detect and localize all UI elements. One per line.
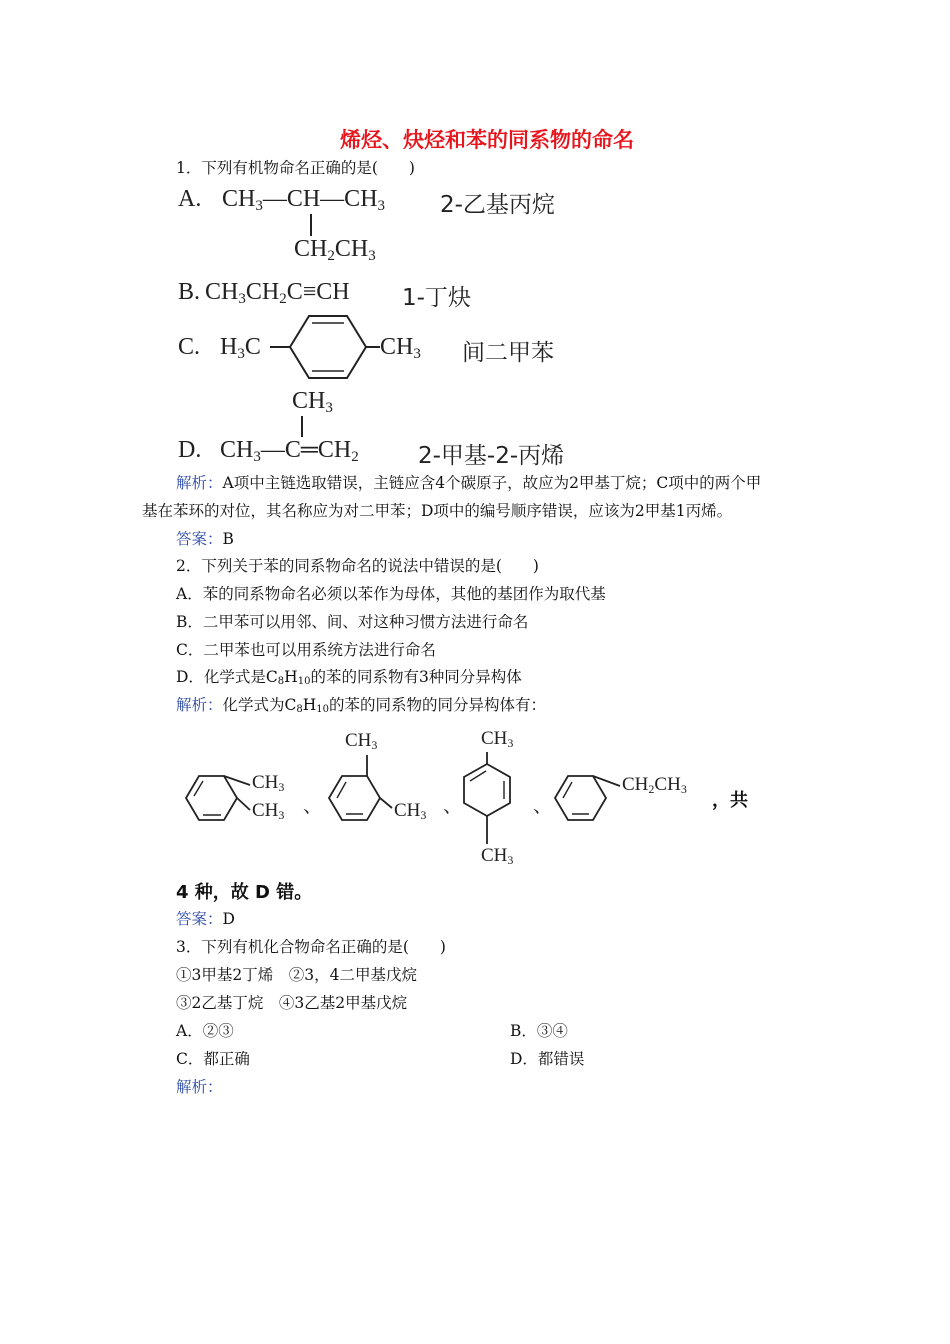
q1-option-b-formula: $CH_3CH_2C\equiv CH$ [205, 279, 350, 307]
q2-option-d-sub-c: 8 [277, 676, 285, 687]
q1-option-a-label: A. [178, 186, 202, 212]
ortho-xylene-ring [186, 776, 250, 820]
meta-methyl-right: $CH_3$ [394, 800, 427, 822]
q1-option-b-label: B. [178, 279, 201, 305]
q1-option-d-label: D. [178, 437, 202, 463]
q2-option-d-post: 的苯的同系物有3种同分异构体 [310, 668, 522, 686]
meta-methyl-top: $CH_3$ [345, 730, 378, 752]
q2-option-d-pre: D．化学式是C [176, 668, 278, 686]
q1-answer-label: 答案： [176, 530, 223, 548]
para-methyl-bottom: $CH_3$ [481, 845, 514, 867]
q2-answer-value: D [222, 910, 235, 928]
q1-option-d-top-methyl: $CH_3$ [292, 388, 333, 416]
q3-option-d: D．都错误 [510, 1050, 585, 1068]
q2-answer [176, 909, 235, 929]
q2-analysis-label: 解析： [176, 696, 223, 714]
q1-analysis-line2: 基在苯环的对位，其名称应为对二甲苯；D项中的编号顺序错误，应该为2甲基1丙烯。 [142, 502, 733, 520]
q3-option-a: A．②③ [176, 1022, 234, 1040]
q2-conclusion: 4 种，故 D 错。 [176, 882, 313, 903]
ethylbenzene-ring [555, 776, 620, 820]
q1-option-d-name: 2-甲基-2-丙烯 [418, 443, 565, 469]
meta-xylene-ring [329, 755, 392, 820]
q2-option-d-mid: H [284, 668, 298, 686]
q1-option-b-name: 1-丁炔 [402, 285, 471, 311]
q1-option-d-structure: $CH_3—C═CH_2$ [220, 437, 359, 465]
ethyl-group: $CH_2CH_3$ [622, 774, 687, 796]
q2-analysis-post: 的苯的同系物的同分异构体有： [329, 696, 547, 714]
ortho-methyl-2: $CH_3$ [252, 800, 285, 822]
q1-option-c-methyl-right: $CH_3$ [380, 334, 421, 362]
q2-analysis-pre: 化学式为C [222, 696, 297, 714]
q1-stem: 1．下列有机物命名正确的是( ) [176, 159, 415, 177]
separator-2: 、 [443, 796, 463, 817]
separator-3: 、 [533, 796, 553, 817]
q2-stem: 2．下列关于苯的同系物命名的说法中错误的是( ) [176, 557, 539, 575]
q1-option-a-branch: $CH_2CH_3$ [294, 236, 376, 264]
q2-option-a: A．苯的同系物命名必须以苯作为母体，其他的基团作为取代基 [176, 585, 606, 603]
q2-answer-label: 答案： [176, 910, 223, 928]
q1-option-c-methyl-left: $H_3C$ [220, 334, 261, 362]
q2-option-b: B．二甲苯可以用邻、间、对这种习惯方法进行命名 [176, 613, 529, 631]
para-methyl-top: $CH_3$ [481, 728, 514, 750]
ortho-methyl-1: $CH_3$ [252, 772, 285, 794]
q2-option-d-sub-h: 10 [297, 676, 311, 687]
q1-analysis-text-1: A项中主链选取错误，主链应含4个碳原子，故应为2甲基丁烷；C项中的两个甲 [222, 474, 762, 492]
q2-analysis-mid: H [302, 696, 317, 714]
q3-line-1: ①3甲基2丁烯 ②3，4二甲基戊烷 [176, 966, 417, 984]
q1-option-a-structure: $CH_3—CH—CH_3$ [222, 186, 386, 214]
q3-option-c: C．都正确 [176, 1050, 250, 1068]
q2-analysis-sub-c: 8 [296, 704, 303, 715]
q3-line-2: ③2乙基丁烷 ④3乙基2甲基戊烷 [176, 994, 408, 1012]
para-xylene-ring [464, 752, 510, 844]
separator-1: 、 [303, 796, 323, 817]
q2-option-c: C．二甲苯也可以用系统方法进行命名 [176, 641, 436, 659]
q3-option-b: B．③④ [510, 1022, 568, 1040]
q3-analysis-label: 解析： [176, 1078, 223, 1096]
q3-stem: 3．下列有机化合物命名正确的是( ) [176, 938, 446, 956]
q2-analysis-sub-h: 10 [316, 704, 330, 715]
q1-option-c-name: 间二甲苯 [462, 340, 554, 366]
page-title: 烯烃、炔烃和苯的同系物的命名 [340, 127, 634, 152]
q1-analysis-label: 解析： [176, 474, 223, 492]
q2-tail-text: ，共 [712, 790, 748, 811]
q1-answer-value: B [222, 530, 234, 548]
q1-option-a-name: 2-乙基丙烷 [440, 192, 555, 218]
q1-option-c-label: C. [178, 334, 201, 360]
